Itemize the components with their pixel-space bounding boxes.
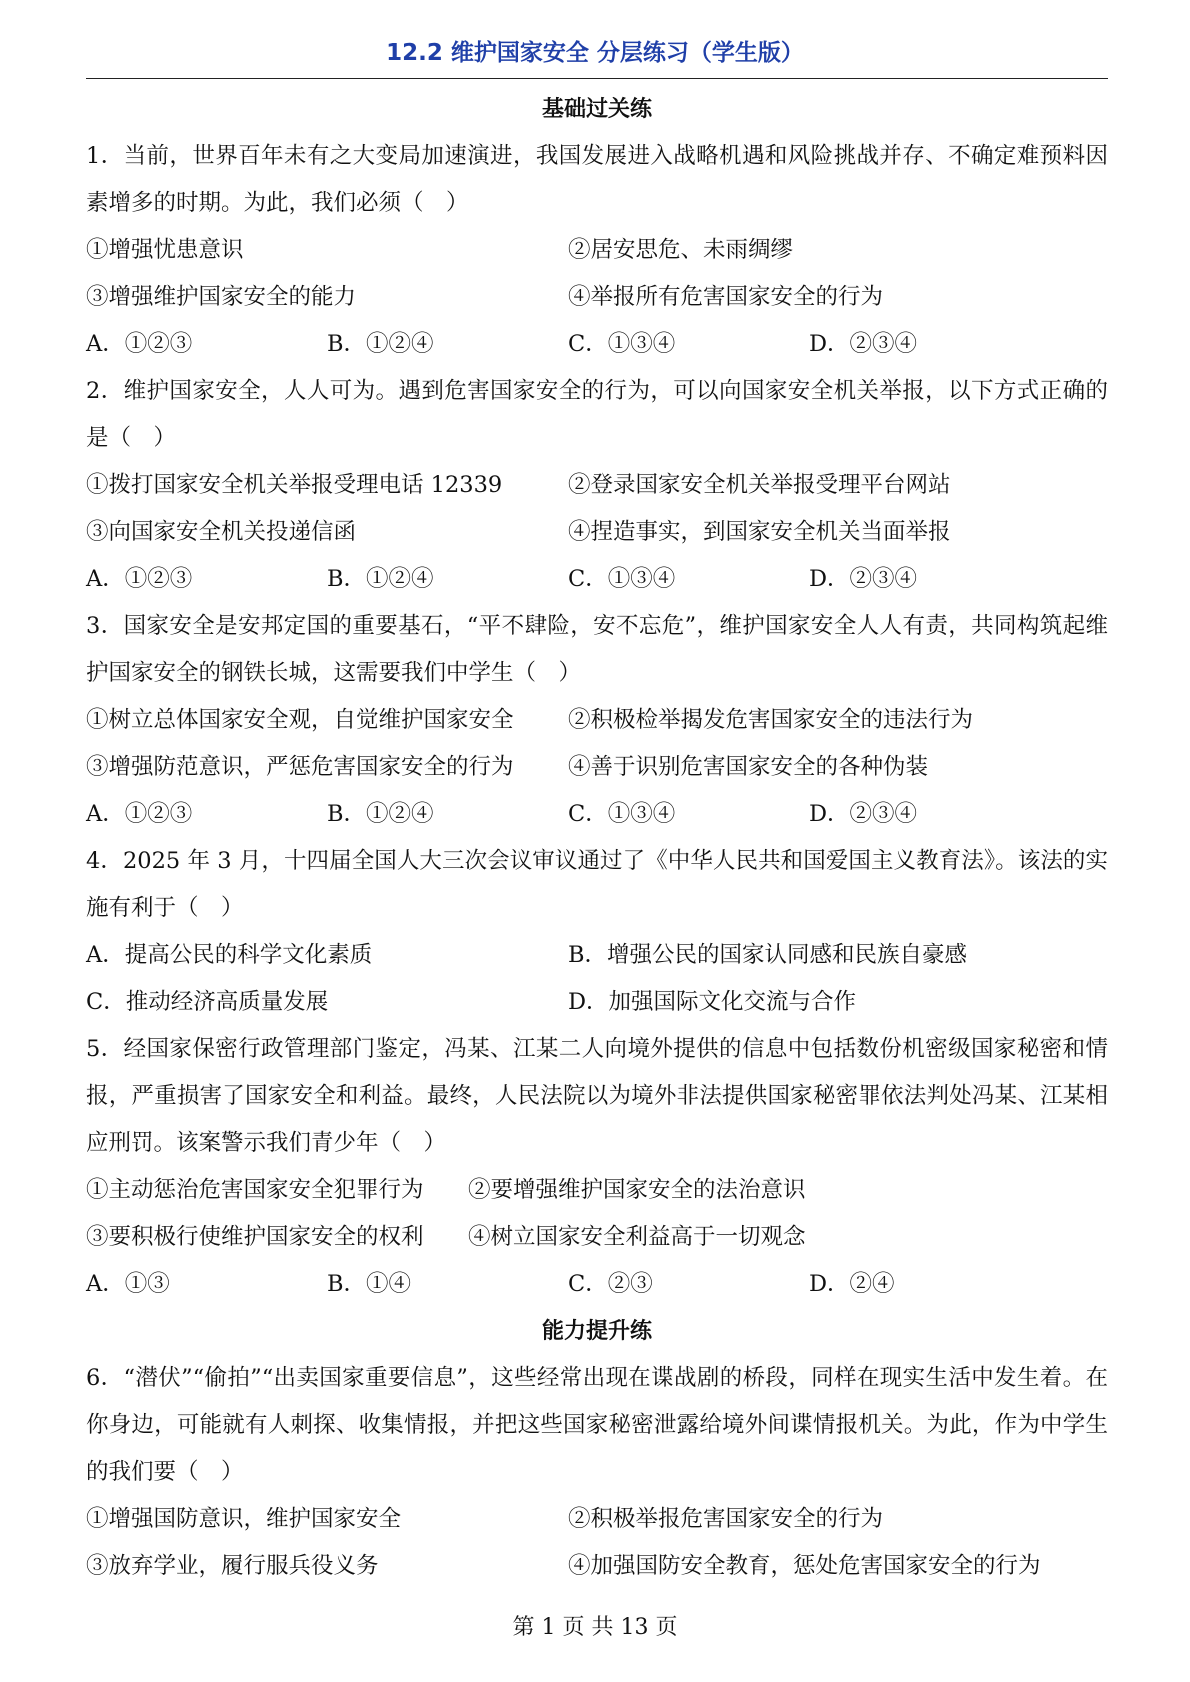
statement-row — [86, 1496, 1108, 1543]
statement-item: ④举报所有危害国家安全的行为 — [568, 284, 884, 310]
statement-item: ④捏造事实，到国家安全机关当面举报 — [568, 519, 951, 545]
choice-b: B．①④ — [327, 1271, 412, 1297]
question-stem: 4．2025 年 3 月，十四届全国人大三次会议审议通过了《中华人民共和国爱国主义教育法》。该法的实施有利于（ ） — [86, 848, 1108, 921]
question-5 — [86, 1026, 1108, 1308]
choice-c: C．推动经济高质量发展 — [86, 989, 329, 1015]
statement-row — [86, 227, 1108, 274]
statement-row — [86, 509, 1108, 556]
choice-b: B．①②④ — [327, 801, 434, 827]
statement-row — [86, 1543, 1108, 1590]
page-number: 第 1 页 共 13 页 — [512, 1615, 678, 1640]
statement-row — [86, 274, 1108, 321]
choice-a: A．①②③ — [86, 801, 193, 827]
choice-a: A．①②③ — [86, 331, 193, 357]
question-stem: 2．维护国家安全，人人可为。遇到危害国家安全的行为，可以向国家安全机关举报，以下方式正确的是（ ） — [86, 378, 1108, 451]
answer-choices — [86, 321, 1108, 368]
statement-item: ③向国家安全机关投递信函 — [86, 519, 357, 545]
choice-d: D．加强国际文化交流与合作 — [568, 989, 857, 1015]
statement-item: ①拨打国家安全机关举报受理电话 12339 — [86, 472, 503, 498]
statement-row — [86, 462, 1108, 509]
choice-d: D．②③④ — [809, 801, 918, 827]
question-stem: 5．经国家保密行政管理部门鉴定，冯某、江某二人向境外提供的信息中包括数份机密级国家秘密和情报，严重损害了国家安全和利益。最终，人民法院以为境外非法提供国家秘密罪依法判处冯某、江某相应刑罚。该案警示我们青少年（ ） — [86, 1036, 1108, 1156]
choice-d: D．②③④ — [809, 566, 918, 592]
statement-item: ④善于识别危害国家安全的各种伪装 — [568, 754, 929, 780]
choice-b: B．①②④ — [327, 331, 434, 357]
header-divider — [86, 78, 1108, 79]
question-4 — [86, 838, 1108, 1026]
statement-row — [86, 1214, 1108, 1261]
answer-choices — [86, 791, 1108, 838]
statement-item: ②积极检举揭发危害国家安全的违法行为 — [568, 707, 974, 733]
choice-a: A．①③ — [86, 1271, 170, 1297]
answer-choices — [86, 556, 1108, 603]
question-3 — [86, 603, 1108, 838]
question-1 — [86, 133, 1108, 368]
statement-item: ③增强维护国家安全的能力 — [86, 284, 357, 310]
page-title: 12.2 维护国家安全 分层练习（学生版） — [386, 40, 804, 66]
question-stem: 6．“潜伏”“偷拍”“出卖国家重要信息”，这些经常出现在谍战剧的桥段，同样在现实生活中发生着。在你身边，可能就有人刺探、收集情报，并把这些国家秘密泄露给境外间谍情报机关。为此，作为中学生的我们要（ ） — [86, 1365, 1108, 1485]
answer-choices — [86, 932, 1108, 979]
choice-c: C．②③ — [568, 1271, 653, 1297]
statement-item: ①树立总体国家安全观，自觉维护国家安全 — [86, 707, 514, 733]
question-stem: 1．当前，世界百年未有之大变局加速演进，我国发展进入战略机遇和风险挑战并存、不确定难预料因素增多的时期。为此，我们必须（ ） — [86, 143, 1108, 216]
statement-item: ③要积极行使维护国家安全的权利 — [86, 1224, 424, 1250]
answer-choices — [86, 1261, 1108, 1308]
statement-row — [86, 697, 1108, 744]
statement-item: ③放弃学业，履行服兵役义务 — [86, 1553, 379, 1579]
statement-item: ②居安思危、未雨绸缪 — [568, 237, 794, 263]
choice-b: B．增强公民的国家认同感和民族自豪感 — [568, 942, 968, 968]
worksheet-content — [86, 86, 1108, 1590]
question-stem: 3．国家安全是安邦定国的重要基石，“平不肆险，安不忘危”，维护国家安全人人有责，共同构筑起维护国家安全的钢铁长城，这需要我们中学生（ ） — [86, 613, 1108, 686]
question-2 — [86, 368, 1108, 603]
choice-c: C．①③④ — [568, 566, 676, 592]
statement-item: ①增强国防意识，维护国家安全 — [86, 1506, 402, 1532]
statement-item: ②积极举报危害国家安全的行为 — [568, 1506, 884, 1532]
statement-item: ④树立国家安全利益高于一切观念 — [468, 1224, 806, 1250]
statement-item: ②登录国家安全机关举报受理平台网站 — [568, 472, 951, 498]
answer-choices — [86, 979, 1108, 1026]
choice-c: C．①③④ — [568, 801, 676, 827]
statement-item: ①增强忧患意识 — [86, 237, 244, 263]
section-title-advanced: 能力提升练 — [541, 1319, 652, 1344]
section-title-basic: 基础过关练 — [541, 97, 652, 122]
statement-item: ④加强国防安全教育，惩处危害国家安全的行为 — [568, 1553, 1041, 1579]
choice-a: A．①②③ — [86, 566, 193, 592]
question-6 — [86, 1355, 1108, 1590]
choice-c: C．①③④ — [568, 331, 676, 357]
statement-item: ①主动惩治危害国家安全犯罪行为 — [86, 1177, 424, 1203]
choice-d: D．②④ — [809, 1271, 895, 1297]
choice-d: D．②③④ — [809, 331, 918, 357]
statement-item: ③增强防范意识，严惩危害国家安全的行为 — [86, 754, 514, 780]
choice-a: A．提高公民的科学文化素质 — [86, 942, 373, 968]
statement-item: ②要增强维护国家安全的法治意识 — [468, 1177, 806, 1203]
statement-row — [86, 744, 1108, 791]
statement-row — [86, 1167, 1108, 1214]
choice-b: B．①②④ — [327, 566, 434, 592]
